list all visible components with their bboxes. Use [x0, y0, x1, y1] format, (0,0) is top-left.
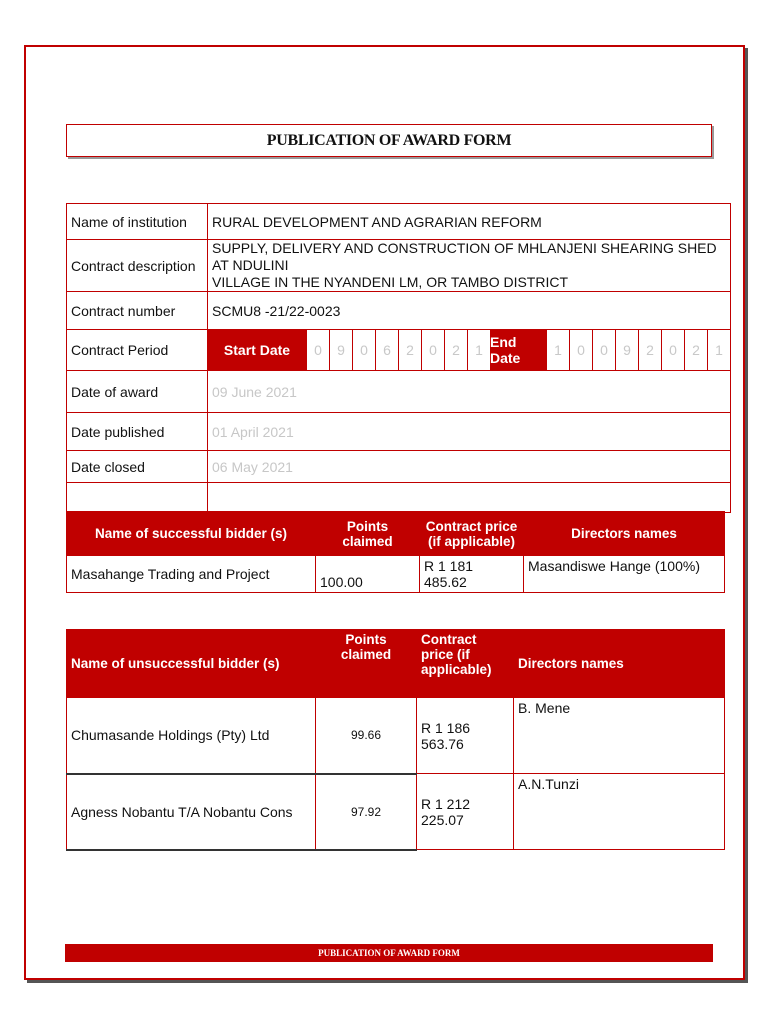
start-digit: 0	[421, 330, 444, 370]
successful-header-row	[67, 512, 725, 556]
end-date-digits	[546, 330, 730, 370]
award-row	[67, 371, 731, 413]
start-digit: 0	[352, 330, 375, 370]
contract-period-label: Contract Period	[67, 330, 208, 371]
unsuccessful-price-header: Contract price (if applicable)	[417, 630, 514, 698]
date-published-label: Date published	[67, 413, 208, 451]
bidder-name: Masahange Trading and Project	[67, 556, 316, 593]
bidder-price: R 1 212 225.07	[417, 774, 514, 850]
bidder-directors: Masandiswe Hange (100%)	[524, 556, 725, 593]
bidder-name: Chumasande Holdings (Pty) Ltd	[67, 698, 316, 774]
bidder-price: R 1 181 485.62	[420, 556, 524, 593]
bidder-points: 97.92	[316, 774, 417, 850]
end-digit: 0	[661, 330, 684, 370]
date-of-award-label: Date of award	[67, 371, 208, 413]
start-digit: 2	[398, 330, 421, 370]
form-title-box	[66, 124, 712, 157]
description-label: Contract description	[67, 240, 208, 292]
table-row	[67, 556, 725, 593]
end-digit: 2	[638, 330, 661, 370]
start-date-digits	[306, 330, 490, 370]
date-closed-value: 06 May 2021	[208, 451, 731, 483]
closed-row	[67, 451, 731, 483]
table-row	[67, 774, 725, 850]
start-digit: 6	[375, 330, 398, 370]
end-digit: 0	[592, 330, 615, 370]
institution-value: RURAL DEVELOPMENT AND AGRARIAN REFORM	[208, 204, 731, 240]
unsuccessful-bidders-table	[66, 629, 725, 851]
description-row	[67, 240, 731, 292]
end-digit: 9	[615, 330, 638, 370]
bidder-price: R 1 186 563.76	[417, 698, 514, 774]
contract-number-value: SCMU8 -21/22-0023	[208, 292, 731, 330]
bidder-points: 100.00	[316, 556, 420, 593]
successful-name-header: Name of successful bidder (s)	[67, 512, 316, 556]
published-row	[67, 413, 731, 451]
footer-text: PUBLICATION OF AWARD FORM	[318, 948, 460, 958]
successful-points-header: Points claimed	[316, 512, 420, 556]
institution-row	[67, 204, 731, 240]
date-published-value: 01 April 2021	[208, 413, 731, 451]
unsuccessful-directors-header: Directors names	[514, 630, 725, 698]
start-digit: 1	[467, 330, 490, 370]
start-digit: 0	[306, 330, 329, 370]
empty-row	[67, 483, 731, 513]
end-digit: 2	[684, 330, 707, 370]
description-line-2: VILLAGE IN THE NYANDENI LM, OR TAMBO DISTRICT	[212, 274, 569, 290]
unsuccessful-name-header: Name of unsuccessful bidder (s)	[67, 630, 316, 698]
institution-label: Name of institution	[67, 204, 208, 240]
footer-banner	[65, 944, 713, 962]
contract-info-table	[66, 203, 731, 513]
description-line-1: SUPPLY, DELIVERY AND CONSTRUCTION OF MHLANJENI SHEARING SHED AT NDULINI	[212, 240, 717, 273]
bidder-points: 99.66	[316, 698, 417, 774]
date-closed-label: Date closed	[67, 451, 208, 483]
bidder-directors: A.N.Tunzi	[514, 774, 725, 850]
unsuccessful-header-row	[67, 630, 725, 698]
start-digit: 2	[444, 330, 467, 370]
start-date-label: Start Date	[208, 330, 306, 370]
successful-price-header: Contract price (if applicable)	[420, 512, 524, 556]
successful-directors-header: Directors names	[524, 512, 725, 556]
end-date-label: End Date	[490, 330, 546, 370]
bidder-directors: B. Mene	[514, 698, 725, 774]
table-row	[67, 698, 725, 774]
period-row	[67, 330, 731, 371]
form-title: PUBLICATION OF AWARD FORM	[266, 131, 512, 149]
successful-bidders-table	[66, 511, 725, 593]
number-row	[67, 292, 731, 330]
bidder-name: Agness Nobantu T/A Nobantu Cons	[67, 774, 316, 850]
unsuccessful-points-header: Points claimed	[316, 630, 417, 698]
end-digit: 1	[707, 330, 730, 370]
end-digit: 1	[546, 330, 569, 370]
contract-number-label: Contract number	[67, 292, 208, 330]
start-digit: 9	[329, 330, 352, 370]
date-of-award-value: 09 June 2021	[208, 371, 731, 413]
end-digit: 0	[569, 330, 592, 370]
